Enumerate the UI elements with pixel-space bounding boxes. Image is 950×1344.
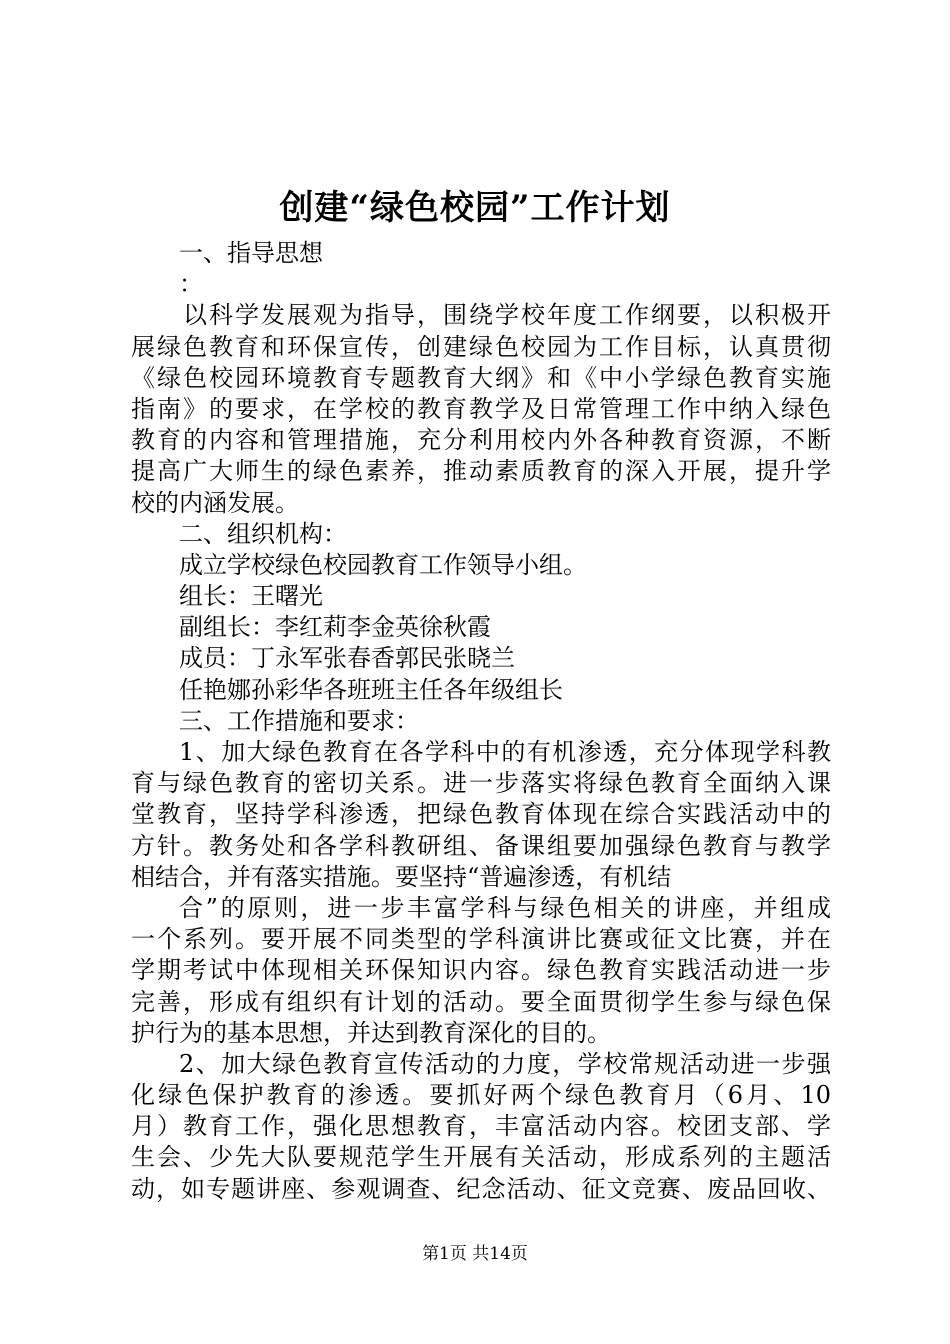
page-number: 第1页 共14页 [422, 1244, 528, 1264]
body-line: 堂教育，坚持学科渗透，把绿色教育体现在综合实践活动中的 [131, 800, 831, 829]
body-line: 护行为的基本思想，并达到教育深化的目的。 [131, 1018, 611, 1047]
body-line: 成立学校绿色校园教育工作领导小组。 [179, 550, 587, 579]
body-line: 提高广大师生的绿色素养，推动素质教育的深入开展，提升学 [131, 457, 831, 486]
body-line: 一个系列。要开展不同类型的学科演讲比赛或征文比赛，并在 [131, 925, 831, 954]
document-body [131, 238, 831, 1205]
body-line: 校的内涵发展。 [131, 488, 299, 517]
body-line: 生会、少先大队要规范学生开展有关活动，形成系列的主题活 [131, 1143, 831, 1172]
body-line: 以科学发展观为指导，围绕学校年度工作纲要，以积极开 [183, 301, 831, 330]
body-line: 2、加大绿色教育宣传活动的力度，学校常规活动进一步强 [179, 1049, 831, 1078]
body-line: 二、组织机构： [179, 519, 347, 548]
body-line: 育与绿色教育的密切关系。进一步落实将绿色教育全面纳入课 [131, 769, 831, 798]
body-line: 月）教育工作，强化思想教育，丰富活动内容。校团支部、学 [131, 1112, 831, 1141]
body-line: 组长：王曙光 [179, 582, 323, 611]
document-title: 创建“绿色校园”工作计划 [279, 188, 671, 228]
body-line: 副组长：李红莉李金英徐秋霞 [179, 613, 491, 642]
body-line: 教育的内容和管理措施，充分利用校内外各种教育资源，不断 [131, 426, 831, 455]
body-line: 《绿色校园环境教育专题教育大纲》和《中小学绿色教育实施 [131, 363, 831, 392]
body-line: 任艳娜孙彩华各班班主任各年级组长 [179, 675, 563, 704]
body-line: 学期考试中体现相关环保知识内容。绿色教育实践活动进一步 [131, 956, 831, 985]
body-line: 成员：丁永军张春香郭民张晓兰 [179, 644, 515, 673]
body-line: 合”的原则，进一步丰富学科与绿色相关的讲座，并组成 [179, 893, 831, 922]
body-line: 展绿色教育和环保宣传，创建绿色校园为工作目标，认真贯彻 [131, 332, 831, 361]
body-line: 动，如专题讲座、参观调查、纪念活动、征文竞赛、废品回收、 [131, 1174, 831, 1203]
body-line: 完善，形成有组织有计划的活动。要全面贯彻学生参与绿色保 [131, 987, 831, 1016]
body-line: 化绿色保护教育的渗透。要抓好两个绿色教育月（6月、10 [131, 1081, 831, 1110]
body-line: 三、工作措施和要求： [179, 706, 419, 735]
body-line: 方针。教务处和各学科教研组、备课组要加强绿色教育与教学 [131, 831, 831, 860]
body-line: 相结合，并有落实措施。要坚持“普遍渗透，有机结 [131, 862, 672, 891]
body-line: 1、加大绿色教育在各学科中的有机渗透，充分体现学科教 [179, 738, 831, 766]
body-line: ： [179, 270, 203, 299]
body-line: 一、指导思想 [179, 239, 323, 267]
body-line: 指南》的要求，在学校的教育教学及日常管理工作中纳入绿色 [131, 394, 831, 423]
